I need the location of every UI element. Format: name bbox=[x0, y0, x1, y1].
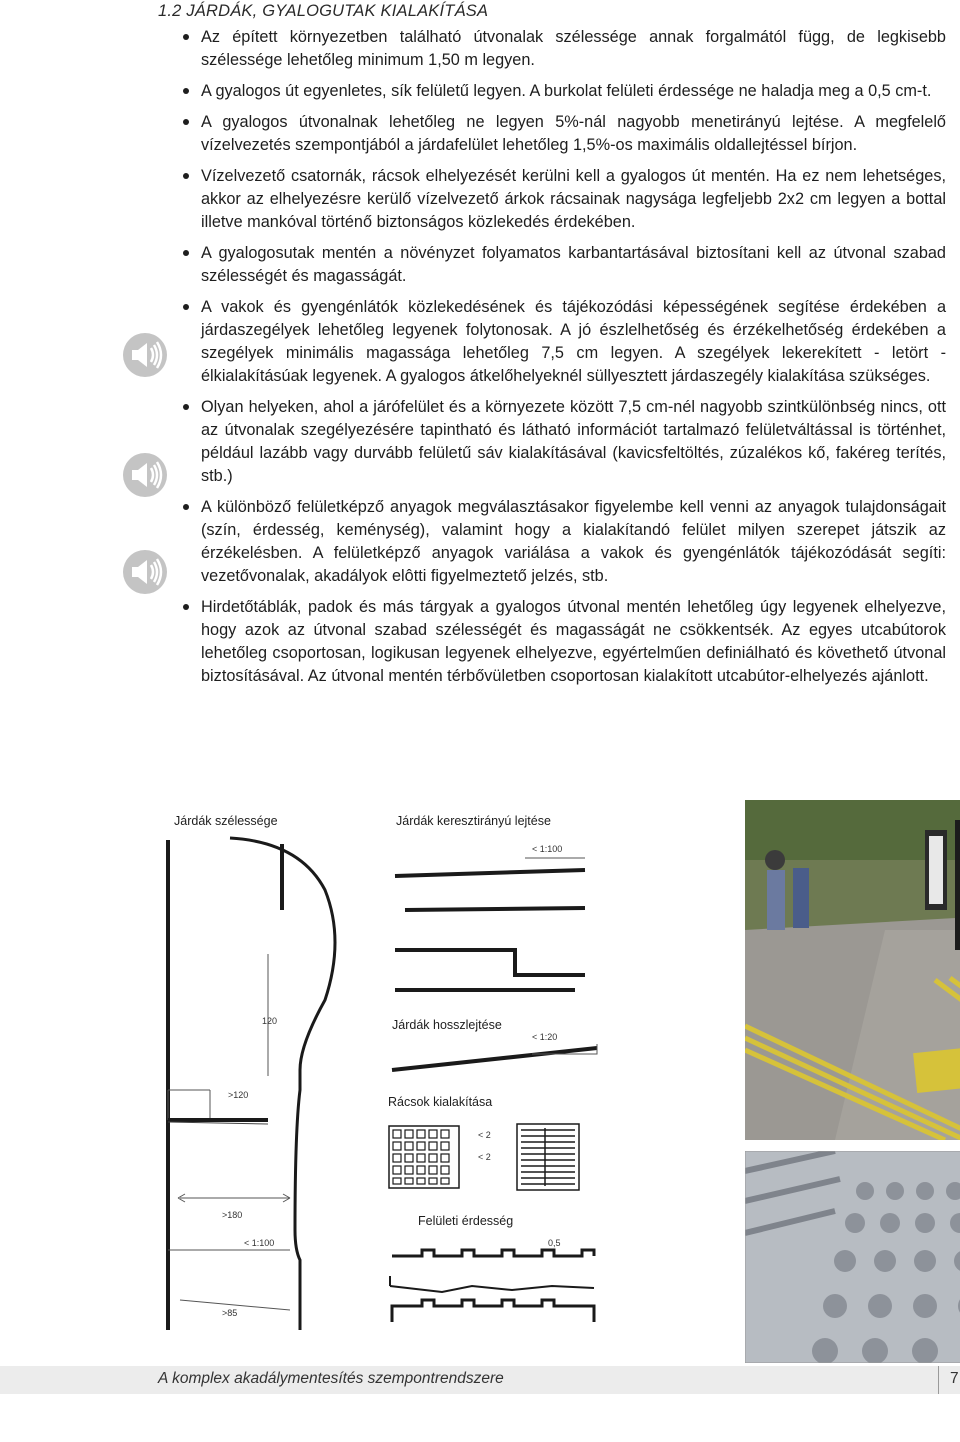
caption-width: Járdák szélessége bbox=[174, 814, 278, 828]
dim-120-vertical: 120 bbox=[262, 1016, 278, 1026]
list-item: A vakok és gyengénlátók közlekedésének és tájékozódási képességének segítése érdekében a járdaszegélyek lehetőleg legyenek folytonosak. A jó észlelhetőség és érzékelhetőség érdekében a szegélyek minimális magassága lehetőleg 7,5 cm legyen. A szegélyek lekerekített - letört - élkialakításúak legyenek. A gyalogos átkelőhelyeknél süllyesztett járdaszegély kialakítása szükséges. bbox=[180, 296, 946, 388]
list-item: A gyalogos út egyenletes, sík felületű legyen. A burkolat felületi érdessége ne haladja meg a 0,5 cm-t. bbox=[180, 80, 946, 103]
section-heading: 1.2 JÁRDÁK, GYALOGUTAK KIALAKÍTÁSA bbox=[158, 2, 489, 20]
bullet-list bbox=[180, 26, 946, 696]
grate-diagram bbox=[385, 1120, 625, 1192]
cross-slope-diagram bbox=[375, 840, 615, 1000]
dim-gt180: >180 bbox=[222, 1210, 243, 1220]
grate-dim-a: < 2 bbox=[478, 1130, 491, 1140]
footer-divider bbox=[938, 1366, 939, 1394]
caption-long: Járdák hosszlejtése bbox=[392, 1018, 502, 1032]
roughness-diagram bbox=[382, 1246, 622, 1326]
list-item: Vízelvezető csatornák, rácsok elhelyezését kerülni kell a gyalogos út mentén. Ha ez nem lehetséges, akkor az elhelyezésre kerülő vízelvezető árkok rácsainak nagysága legfeljebb 2x2 cm legyen a bottal illetve mankóval történő biztonságos közlekedés érdekében. bbox=[180, 165, 946, 234]
page-number: 7 bbox=[950, 1370, 959, 1387]
figure-area bbox=[150, 800, 950, 1340]
list-item: Az épített környezetben található útvonalak szélessége annak forgalmától függ, de legkisebb szélessége lehetőleg minimum 1,50 m legyen. bbox=[180, 26, 946, 72]
rough-dim: 0,5 bbox=[548, 1238, 561, 1248]
list-item: A különböző felületképző anyagok megválasztásakor figyelembe kell venni az anyagok tulajdonságait (szín, érdesség, keménység), valamint hogy a kialakítandó felület milyen szerepet játszik az érzékelésben. A felületképző anyagok variálása a vakok és gyengénlátók tájékozódását segíti: vezetővonalak, akadályok elôtti figyelmeztető jelzés, stb. bbox=[180, 496, 946, 588]
long-slope: < 1:20 bbox=[532, 1032, 558, 1042]
caption-rough: Felületi érdesség bbox=[418, 1214, 514, 1228]
dim-gt85: >85 bbox=[222, 1308, 238, 1318]
list-item: A gyalogos útvonalnak lehetőleg ne legyen 5%-nál nagyobb menetirányú lejtése. A megfelelő vízelvezetés szempontjából a járdafelület lehetőleg 1,5%-os maximális oldallejtéssel bírjon. bbox=[180, 111, 946, 157]
footer-title: A komplex akadálymentesítés szempontrendszere bbox=[158, 1370, 504, 1387]
width-diagram bbox=[150, 830, 390, 1350]
speaker-icon[interactable] bbox=[122, 549, 168, 595]
speaker-icon[interactable] bbox=[122, 452, 168, 498]
list-item: Hirdetőtáblák, padok és más tárgyak a gyalogos útvonal mentén lehetőleg úgy legyenek elhelyezve, hogy azok az útvonal szabad szélességét és magasságát ne csökkentsék. Az egyes utcabútorok lehetőleg csoportosan, logikusan legyenek elhelyezve, egyértelműen definiálható és követhető útvonal biztosításával. Az útvonal mentén térbővületben csoportosan kialakított utcabútor-elhelyezés ajánlott. bbox=[180, 596, 946, 688]
list-item: Olyan helyeken, ahol a járófelület és a környezete között 7,5 cm-nél nagyobb szintkülönbség nincs, ott az útvonalak szegélyezésére tapintható és látható információt tartalmazó felületváltással is történhet, például lazább vagy durvább felületű sáv kialakításával (kavicsfeltöltés, zúzalékos kő, fakéreg terítés, stb.) bbox=[180, 396, 946, 488]
dim-gt120: >120 bbox=[228, 1090, 249, 1100]
grate-dim-b: < 2 bbox=[478, 1152, 491, 1162]
caption-grates: Rácsok kialakítása bbox=[388, 1095, 493, 1109]
cross-slope: < 1:100 bbox=[532, 844, 563, 854]
long-slope-diagram bbox=[382, 1040, 622, 1090]
dim-lt1100-left: < 1:100 bbox=[244, 1238, 275, 1248]
caption-cross: Járdák keresztirányú lejtése bbox=[396, 814, 551, 828]
sidewalk-photo bbox=[745, 800, 960, 1140]
speaker-icon[interactable] bbox=[122, 332, 168, 378]
list-item: A gyalogosutak mentén a növényzet folyamatos karbantartásával biztosítani kell az útvonal szabad szélességét és magasságát. bbox=[180, 242, 946, 288]
tactile-paving-photo bbox=[745, 1151, 960, 1363]
